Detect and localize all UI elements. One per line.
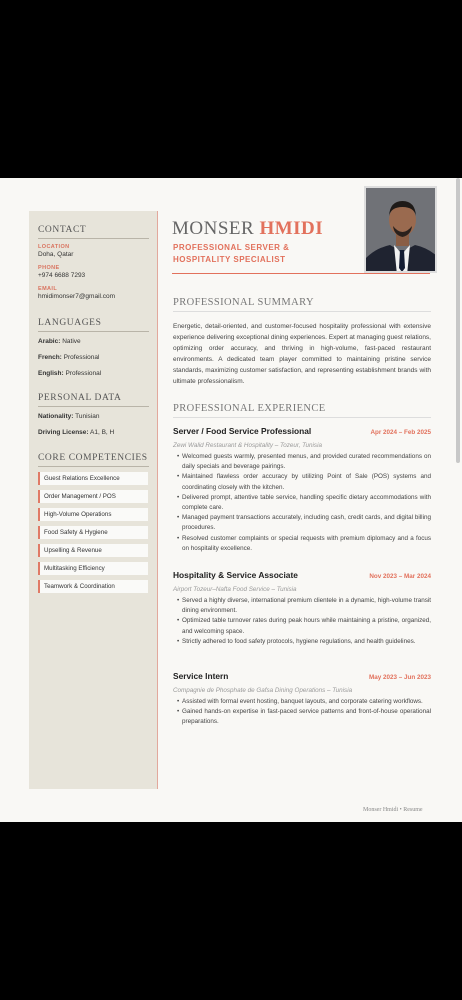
job-organization: Zewi Walid Restaurant & Hospitality – Tozeur, Tunisia — [173, 442, 322, 449]
email-label: EMAIL — [38, 286, 58, 292]
phone-value[interactable]: +974 6688 7293 — [38, 272, 86, 279]
first-name: MONSER — [172, 218, 255, 239]
job-title: Service Intern — [173, 671, 229, 681]
job-bullets — [173, 697, 431, 728]
bullet-item: • Assisted with formal event hosting, banquet layouts, and corporate catering workflows. — [173, 697, 431, 707]
job-entry — [173, 570, 431, 647]
summary-text: Energetic, detail-oriented, and customer-focused hospitality professional with extensive experience delivering exceptional dining experiences. Expert at managing guest relations, optimizing order accuracy, and thriving in high-volume, fast-paced restaurant environments. A dedicated team player committed to maintaining pristine service standards, maximizing customer satisfaction, and representing establishment brands with ultimate professionalism. — [173, 323, 431, 385]
bullet-item: • Strictly adhered to food safety protocols, hygiene regulations, and health guidelines. — [173, 637, 431, 647]
bullet-item: • Optimized table turnover rates during peak hours while maintaining a pristine, organized, and welcoming space. — [173, 616, 431, 636]
header-divider — [172, 273, 430, 274]
resume-page — [0, 178, 462, 822]
bullet-item: • Resolved customer complaints or special requests with premium diplomacy and a focus on hospitality excellence. — [173, 534, 431, 554]
nationality-item: Nationality: Tunisian — [38, 413, 100, 420]
skill-tag: Teamwork & Coordination — [38, 580, 148, 593]
full-name — [172, 218, 323, 240]
job-entry — [173, 426, 431, 554]
bullet-item: • Managed payment transactions accurately, including cash, credit cards, and digital billing procedures. — [173, 513, 431, 533]
skill-tag: Upselling & Revenue — [38, 544, 148, 557]
contact-heading: CONTACT — [38, 225, 149, 239]
portrait-image — [366, 188, 437, 273]
job-entry — [173, 671, 431, 728]
language-item: French: Professional — [38, 354, 100, 361]
job-bullets — [173, 596, 431, 647]
bullet-item: • Delivered prompt, attentive table service, handling specific dietary accommodations with complete care. — [173, 493, 431, 513]
language-item: English: Professional — [38, 370, 102, 377]
phone-label: PHONE — [38, 265, 60, 271]
last-name: HMIDI — [259, 218, 324, 239]
languages-heading: LANGUAGES — [38, 318, 149, 332]
skill-tag: Food Safety & Hygiene — [38, 526, 148, 539]
experience-heading: PROFESSIONAL EXPERIENCE — [173, 403, 431, 418]
personal-data-heading: PERSONAL DATA — [38, 393, 149, 407]
summary-heading: PROFESSIONAL SUMMARY — [173, 297, 431, 312]
job-date: Nov 2023 – Mar 2024 — [369, 573, 431, 580]
language-item: Arabic: Native — [38, 338, 81, 345]
job-subtitle: PROFESSIONAL SERVER & HOSPITALITY SPECIALIST — [173, 243, 290, 264]
skill-tag: Multitasking Efficiency — [38, 562, 148, 575]
bullet-item: • Served a highly diverse, international premium clientele in a dynamic, high-volume transit dining environment. — [173, 596, 431, 616]
bullet-item: • Maintained flawless order accuracy by utilizing Point of Sale (POS) systems and coordinating closely with the kitchen. — [173, 472, 431, 492]
job-title: Hospitality & Service Associate — [173, 570, 298, 580]
location-value: Doha, Qatar — [38, 251, 74, 258]
driving-license-item: Driving License: A1, B, H — [38, 429, 115, 436]
core-competencies-heading: CORE COMPETENCIES — [38, 453, 149, 467]
location-label: LOCATION — [38, 244, 70, 250]
job-organization: Airport Tozeur–Nafta Food Service – Tunisia — [173, 586, 297, 593]
bullet-item: • Welcomed guests warmly, presented menus, and provided curated recommendations on daily specials and beverage pairings. — [173, 452, 431, 472]
job-title: Server / Food Service Professional — [173, 426, 312, 436]
bullet-item: • Gained hands-on expertise in fast-paced service patterns and front-of-house operational preparations. — [173, 707, 431, 727]
job-date: May 2023 – Jun 2023 — [369, 674, 431, 681]
page-footer: Monser Hmidi • Resume — [363, 807, 423, 813]
job-organization: Compagnie de Phosphate de Gafsa Dining Operations – Tunisia — [173, 687, 353, 694]
profile-photo — [364, 186, 437, 273]
sidebar — [29, 211, 158, 789]
job-bullets — [173, 452, 431, 554]
job-date: Apr 2024 – Feb 2025 — [370, 429, 431, 436]
email-value[interactable]: hmidimonser7@gmail.com — [38, 293, 116, 300]
skill-tag: Guest Relations Excellence — [38, 472, 148, 485]
scrollbar[interactable] — [456, 178, 460, 463]
skill-tag: High-Volume Operations — [38, 508, 148, 521]
skill-tag: Order Management / POS — [38, 490, 148, 503]
